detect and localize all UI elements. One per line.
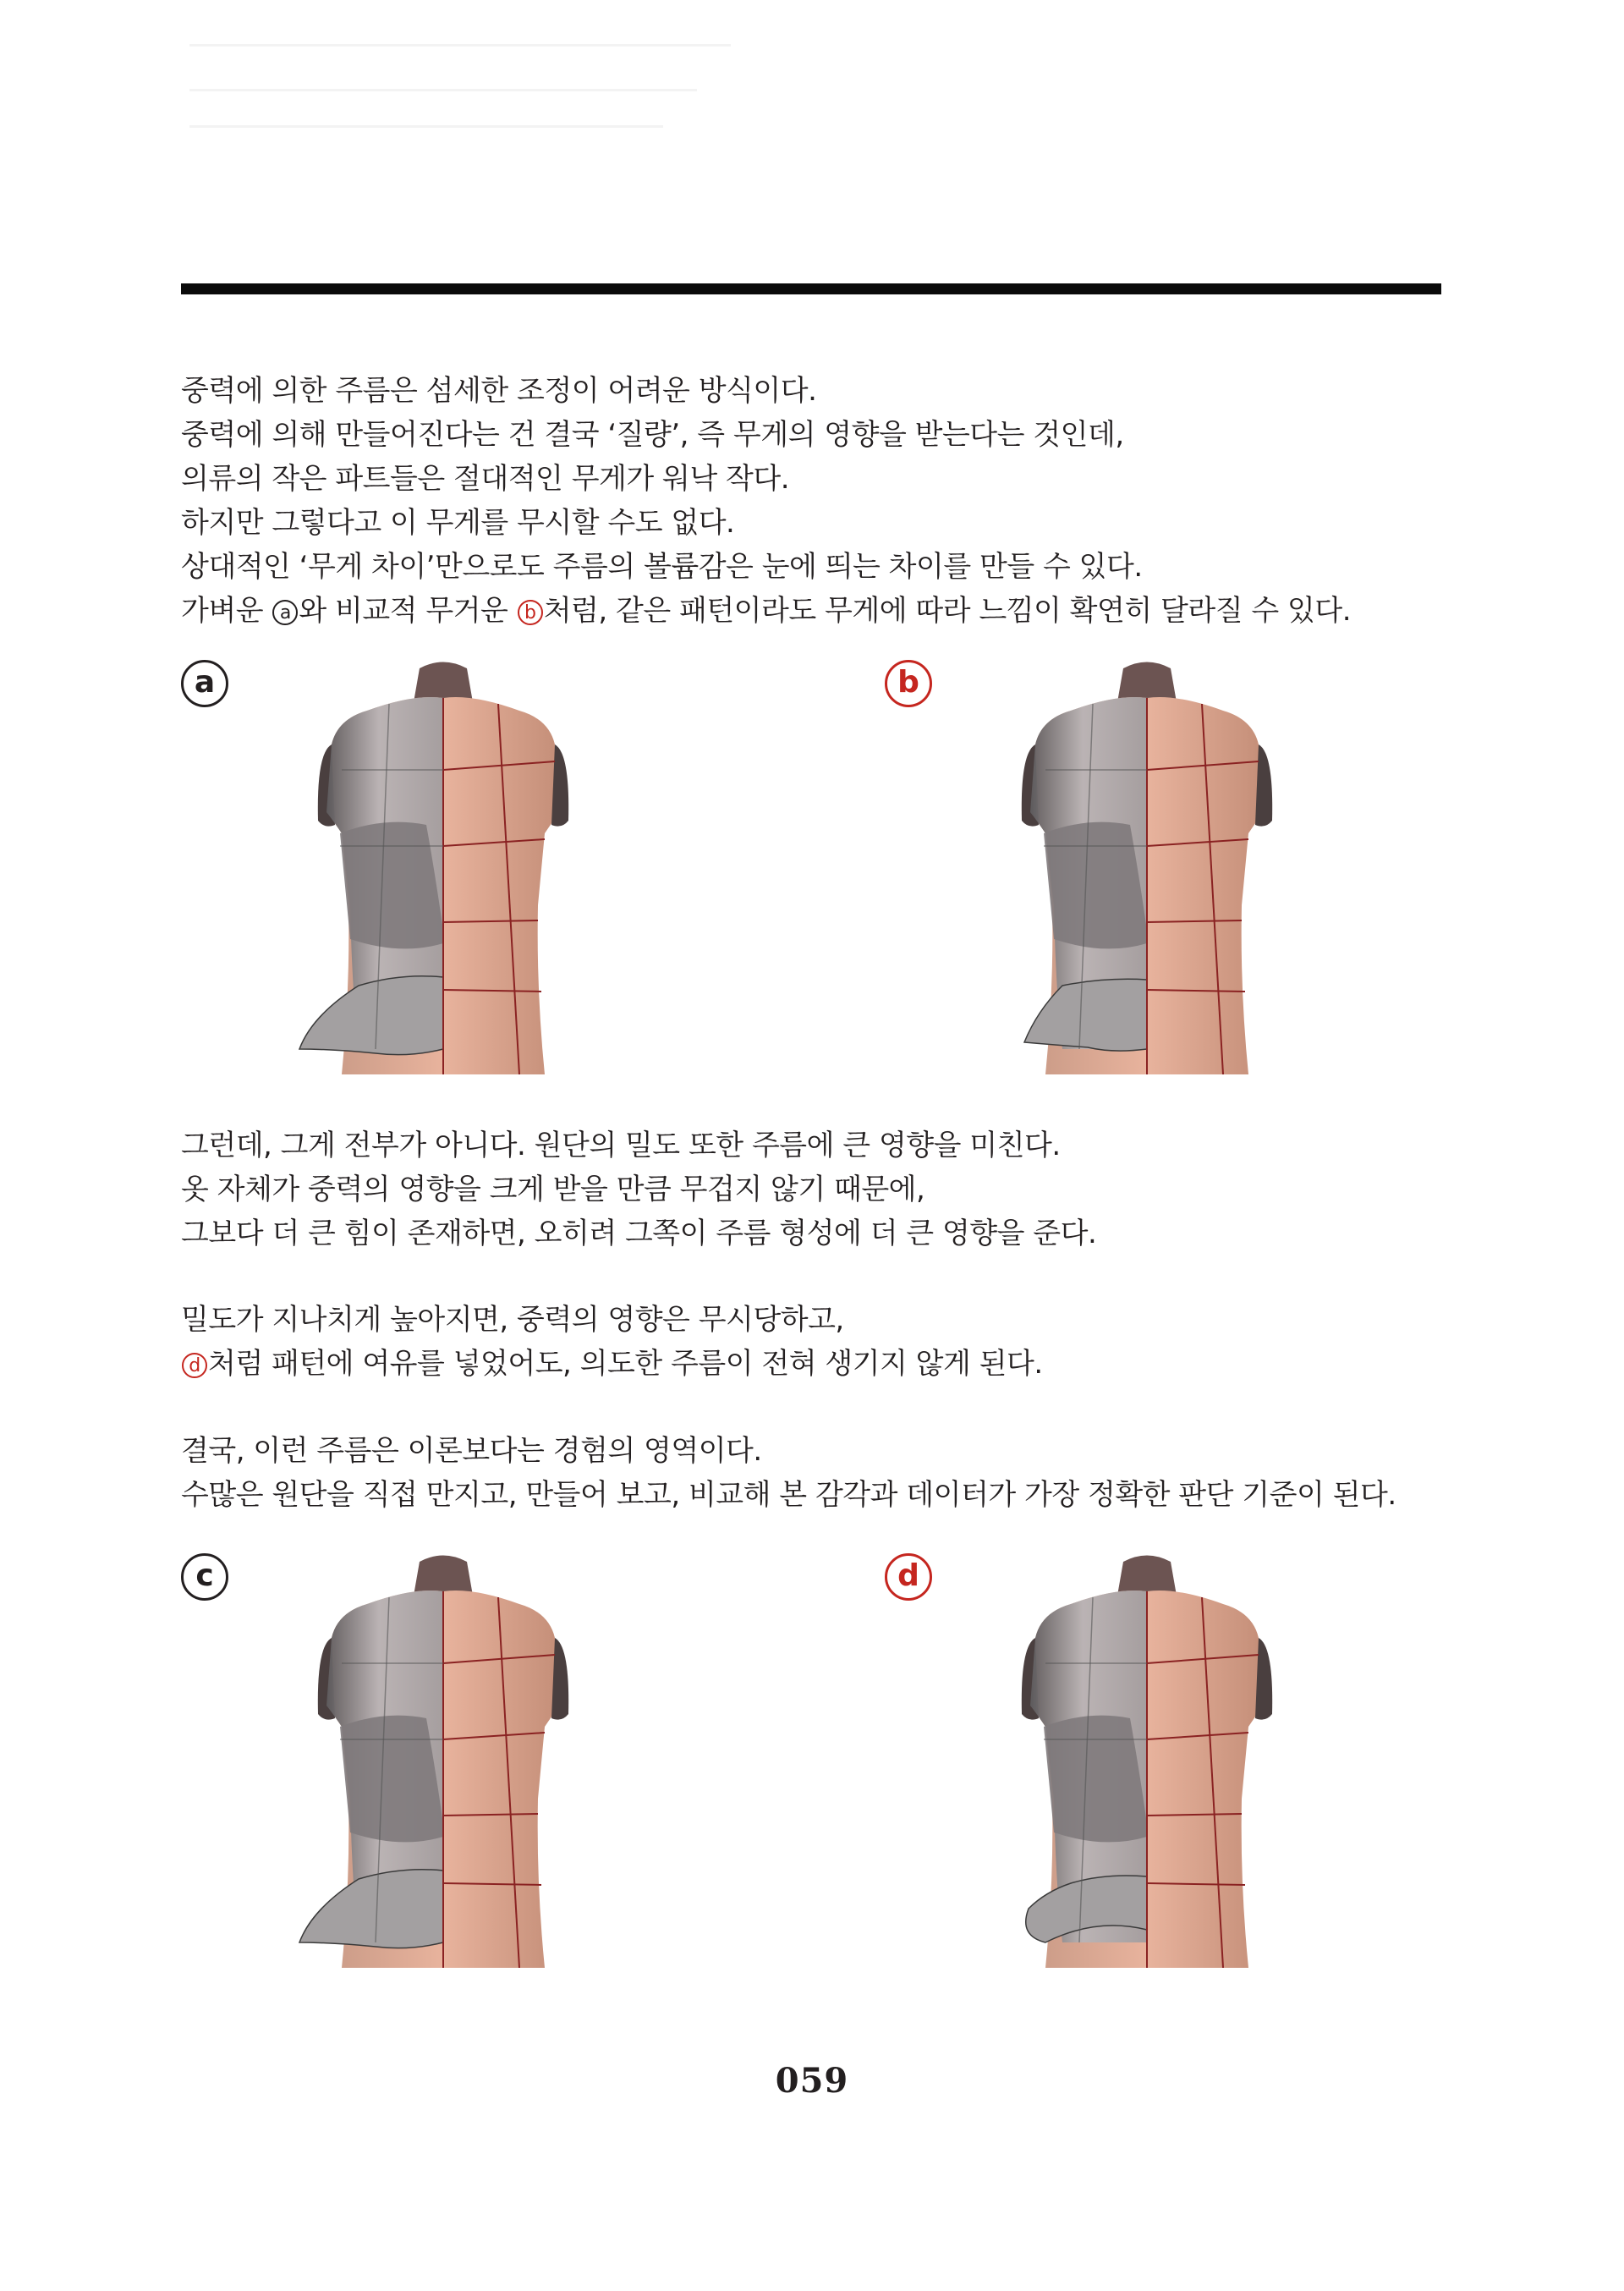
figure-marker-a: a <box>272 600 298 625</box>
figure-marker-d: d <box>182 1353 207 1378</box>
bodice-panel <box>1044 822 1147 949</box>
text-line: 결국, 이런 주름은 이론보다는 경험의 영역이다. <box>181 1434 762 1468</box>
text-line: 의류의 작은 파트들은 절대적인 무게가 워낙 작다. <box>181 462 790 496</box>
text-line <box>181 589 1351 633</box>
faint-bleed-line <box>189 44 731 47</box>
bodice-panel <box>340 822 443 949</box>
high-density-paragraph <box>181 1298 1043 1386</box>
text-fragment: 와 비교적 무거운 <box>299 594 517 628</box>
text-fragment: 처럼, 같은 패턴이라도 무게에 따라 느낌이 확연히 달라질 수 있다. <box>543 594 1352 628</box>
faint-bleed-line <box>189 89 697 91</box>
figure-label: c <box>181 1553 228 1601</box>
text-line: 밀도가 지나치게 높아지면, 중력의 영향은 무시당하고, <box>181 1303 844 1337</box>
text-line: 중력에 의한 주름은 섬세한 조정이 어려운 방식이다. <box>181 374 817 408</box>
intro-paragraph <box>181 369 1351 633</box>
bodice-panel <box>340 1716 443 1843</box>
figure-marker-b: b <box>518 600 543 625</box>
text-fragment: 처럼 패턴에 여유를 넣었어도, 의도한 주름이 전혀 생기지 않게 된다. <box>208 1347 1043 1381</box>
page-number: 059 <box>775 2061 849 2101</box>
peplum-ruffle <box>1024 979 1147 1051</box>
peplum-ruffle <box>299 976 443 1055</box>
text-line: 수많은 원단을 직접 만지고, 만들어 보고, 비교해 본 감각과 데이터가 가장 정확한 판단 기준이 된다. <box>181 1478 1396 1512</box>
conclusion-paragraph <box>181 1429 1396 1517</box>
dress-form-illustration <box>944 651 1384 1083</box>
dress-form-illustration <box>240 651 680 1083</box>
bodice-panel <box>1044 1716 1147 1843</box>
dress-form-illustration <box>944 1545 1384 1976</box>
figure-label: b <box>885 660 932 707</box>
figure-label: a <box>181 660 228 707</box>
text-line: 중력에 의해 만들어진다는 건 결국 ‘질량’, 즉 무게의 영향을 받는다는 것인데, <box>181 418 1124 452</box>
figure-label: d <box>885 1553 932 1601</box>
text-fragment: 가벼운 <box>181 594 272 628</box>
text-line: 상대적인 ‘무게 차이’만으로도 주름의 볼륨감은 눈에 띄는 차이를 만들 수 있다. <box>181 550 1143 584</box>
dress-form-illustration <box>240 1545 680 1976</box>
header-rule <box>181 283 1441 294</box>
peplum-ruffle <box>299 1870 443 1948</box>
text-line: 옷 자체가 중력의 영향을 크게 받을 만큼 무겁지 않기 때문에, <box>181 1173 925 1206</box>
density-paragraph <box>181 1124 1096 1255</box>
text-line: 그보다 더 큰 힘이 존재하면, 오히려 그쪽이 주름 형성에 더 큰 영향을 준다. <box>181 1217 1097 1250</box>
text-line: 그런데, 그게 전부가 아니다. 원단의 밀도 또한 주름에 큰 영향을 미친다. <box>181 1129 1061 1162</box>
text-line: 하지만 그렇다고 이 무게를 무시할 수도 없다. <box>181 506 735 540</box>
text-line <box>181 1342 1043 1386</box>
faint-bleed-line <box>189 125 663 128</box>
